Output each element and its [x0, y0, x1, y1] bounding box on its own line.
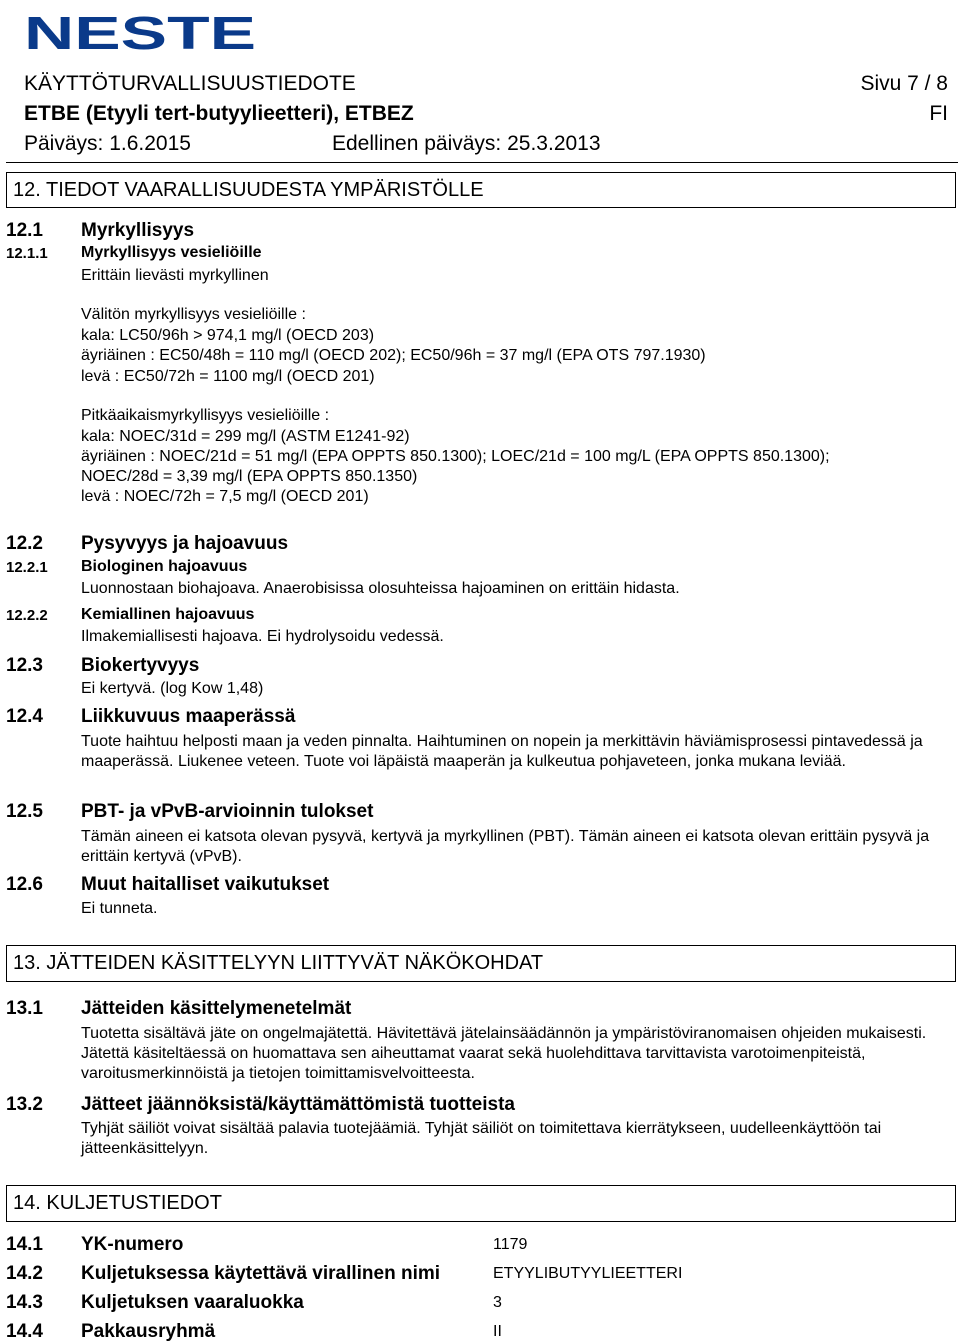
subsection-number: 12.1.1: [6, 245, 48, 262]
subsection-number: 12.5: [6, 801, 43, 822]
subsection-title: Biologinen hajoavuus: [81, 558, 248, 575]
document-type: KÄYTTÖTURVALLISUUSTIEDOTE: [24, 72, 356, 95]
subsection-title: Muut haitalliset vaikutukset: [81, 874, 330, 895]
transport-row-number: 14.3: [6, 1292, 43, 1313]
transport-row-value: 3: [493, 1294, 502, 1311]
transport-row-value: 1179: [493, 1236, 528, 1253]
acute-toxicity-line: kala: LC50/96h > 974,1 mg/l (OECD 203): [81, 327, 375, 344]
chronic-toxicity-line: kala: NOEC/31d = 299 mg/l (ASTM E1241-92): [81, 428, 410, 445]
subsection-number: 12.6: [6, 874, 43, 895]
section-14-heading: [6, 1185, 956, 1222]
neste-logo: [24, 14, 256, 52]
subsection-number: 13.2: [6, 1094, 43, 1115]
mobility-text: Tuote haihtuu helposti maan ja veden pinnalta. Haihtuminen on nopein ja merkittävin häviämisprosessi pintavedessä ja maaperässä. Liukenee veteen. Tuote voi läpäistä maaperän ja kulkeutua pohjaveteen, jonka mukana leviää.: [81, 733, 923, 770]
chronic-toxicity-line: levä : NOEC/72h = 7,5 mg/l (OECD 201): [81, 488, 369, 505]
other-effects-text: Ei tunneta.: [81, 900, 158, 917]
transport-row-label: Kuljetuksessa käytettävä virallinen nimi: [81, 1263, 441, 1284]
transport-row-value: ETYYLIBUTYYLIEETTERI: [493, 1265, 683, 1282]
subsection-title: Jätteet jäännöksistä/käyttämättömistä tuotteista: [81, 1094, 515, 1115]
chronic-toxicity-line: Pitkäaikaismyrkyllisyys vesieliöille :: [81, 407, 330, 424]
section-12-title: 12. TIEDOT VAARALLISUUDESTA YMPÄRISTÖLLE: [13, 178, 484, 201]
subsection-title: Jätteiden käsittelymenetelmät: [81, 998, 352, 1019]
chronic-toxicity-line: NOEC/28d = 3,39 mg/l (EPA OPPTS 850.1350): [81, 468, 418, 485]
product-name: ETBE (Etyyli tert-butyylieetteri), ETBEZ: [24, 102, 414, 125]
subsection-number: 12.1: [6, 220, 43, 241]
previous-date: Edellinen päiväys: 25.3.2013: [332, 132, 601, 155]
section-14-title: 14. KULJETUSTIEDOT: [13, 1192, 222, 1214]
subsection-title: Myrkyllisyys vesieliöille: [81, 244, 262, 261]
section-13-title: 13. JÄTTEIDEN KÄSITTELYYN LIITTYVÄT NÄKÖKOHDAT: [13, 952, 544, 974]
bioaccumulation-text: Ei kertyvä. (log Kow 1,48): [81, 680, 264, 697]
toxicity-summary: Erittäin lievästi myrkyllinen: [81, 267, 269, 284]
subsection-number: 12.3: [6, 655, 43, 676]
subsection-title: Myrkyllisyys: [81, 220, 195, 241]
subsection-number: 12.2.2: [6, 607, 48, 624]
revision-date: Päiväys: 1.6.2015: [24, 132, 191, 155]
logo-text: NESTE: [24, 14, 256, 52]
acute-toxicity-line: levä : EC50/72h = 1100 mg/l (OECD 201): [81, 368, 375, 385]
subsection-title: Kemiallinen hajoavuus: [81, 606, 255, 623]
transport-row-label: Pakkausryhmä: [81, 1321, 216, 1342]
transport-row-number: 14.4: [6, 1321, 43, 1342]
transport-row-label: YK-numero: [81, 1234, 184, 1255]
subsection-number: 12.2.1: [6, 559, 48, 576]
language-code: FI: [929, 102, 948, 125]
chemical-degradation-text: Ilmakemiallisesti hajoava. Ei hydrolysoidu vedessä.: [81, 628, 444, 645]
page-number: Sivu 7 / 8: [860, 72, 948, 95]
subsection-number: 12.2: [6, 533, 43, 554]
subsection-number: 12.4: [6, 706, 43, 727]
pbt-text: Tämän aineen ei katsota olevan pysyvä, kertyvä ja myrkyllinen (PBT). Tämän aineen ei katsota olevan erittäin pysyvä ja erittäin kertyvä (vPvB).: [81, 828, 930, 865]
header-divider: [6, 162, 958, 163]
subsection-number: 13.1: [6, 998, 43, 1019]
subsection-title: Pysyvyys ja hajoavuus: [81, 533, 289, 554]
section-12-heading: [6, 172, 956, 208]
biodegradation-text: Luonnostaan biohajoava. Anaerobisissa olosuhteissa hajoaminen on erittäin hidasta.: [81, 580, 680, 597]
section-13-heading: [6, 945, 956, 982]
subsection-title: Biokertyvyys: [81, 655, 200, 676]
subsection-title: PBT- ja vPvB-arvioinnin tulokset: [81, 801, 374, 822]
residue-waste-text: Tyhjät säiliöt voivat sisältää palavia tuotejäämiä. Tyhjät säiliöt on toimitettava kierrätykseen, uudelleenkäyttöön tai jätteenkäsittelyyn.: [81, 1120, 882, 1157]
transport-row-number: 14.1: [6, 1234, 43, 1255]
acute-toxicity-line: Välitön myrkyllisyys vesieliöille :: [81, 306, 306, 323]
subsection-title: Liikkuvuus maaperässä: [81, 706, 296, 727]
transport-row-number: 14.2: [6, 1263, 43, 1284]
transport-row-value: II: [493, 1323, 502, 1340]
transport-row-label: Kuljetuksen vaaraluokka: [81, 1292, 304, 1313]
waste-treatment-text: Tuotetta sisältävä jäte on ongelmajätettä. Hävitettävä jätelainsäädännön ja ympäristöviranomaisen ohjeiden mukaisesti. Jätettä käsiteltäessä on huomattava sen aiheuttamat vaarat sekä huolehdittava tarvittavista varotoimenpiteistä, varoitusmerkinnöistä ja tietojen toimittamisvelvoitteesta.: [81, 1025, 927, 1082]
acute-toxicity-line: äyriäinen : EC50/48h = 110 mg/l (OECD 202); EC50/96h = 37 mg/l (EPA OTS 797.1930): [81, 347, 706, 364]
chronic-toxicity-line: äyriäinen : NOEC/21d = 51 mg/l (EPA OPPTS 850.1300); LOEC/21d = 100 mg/L (EPA OPPTS 850.1300);: [81, 448, 830, 465]
